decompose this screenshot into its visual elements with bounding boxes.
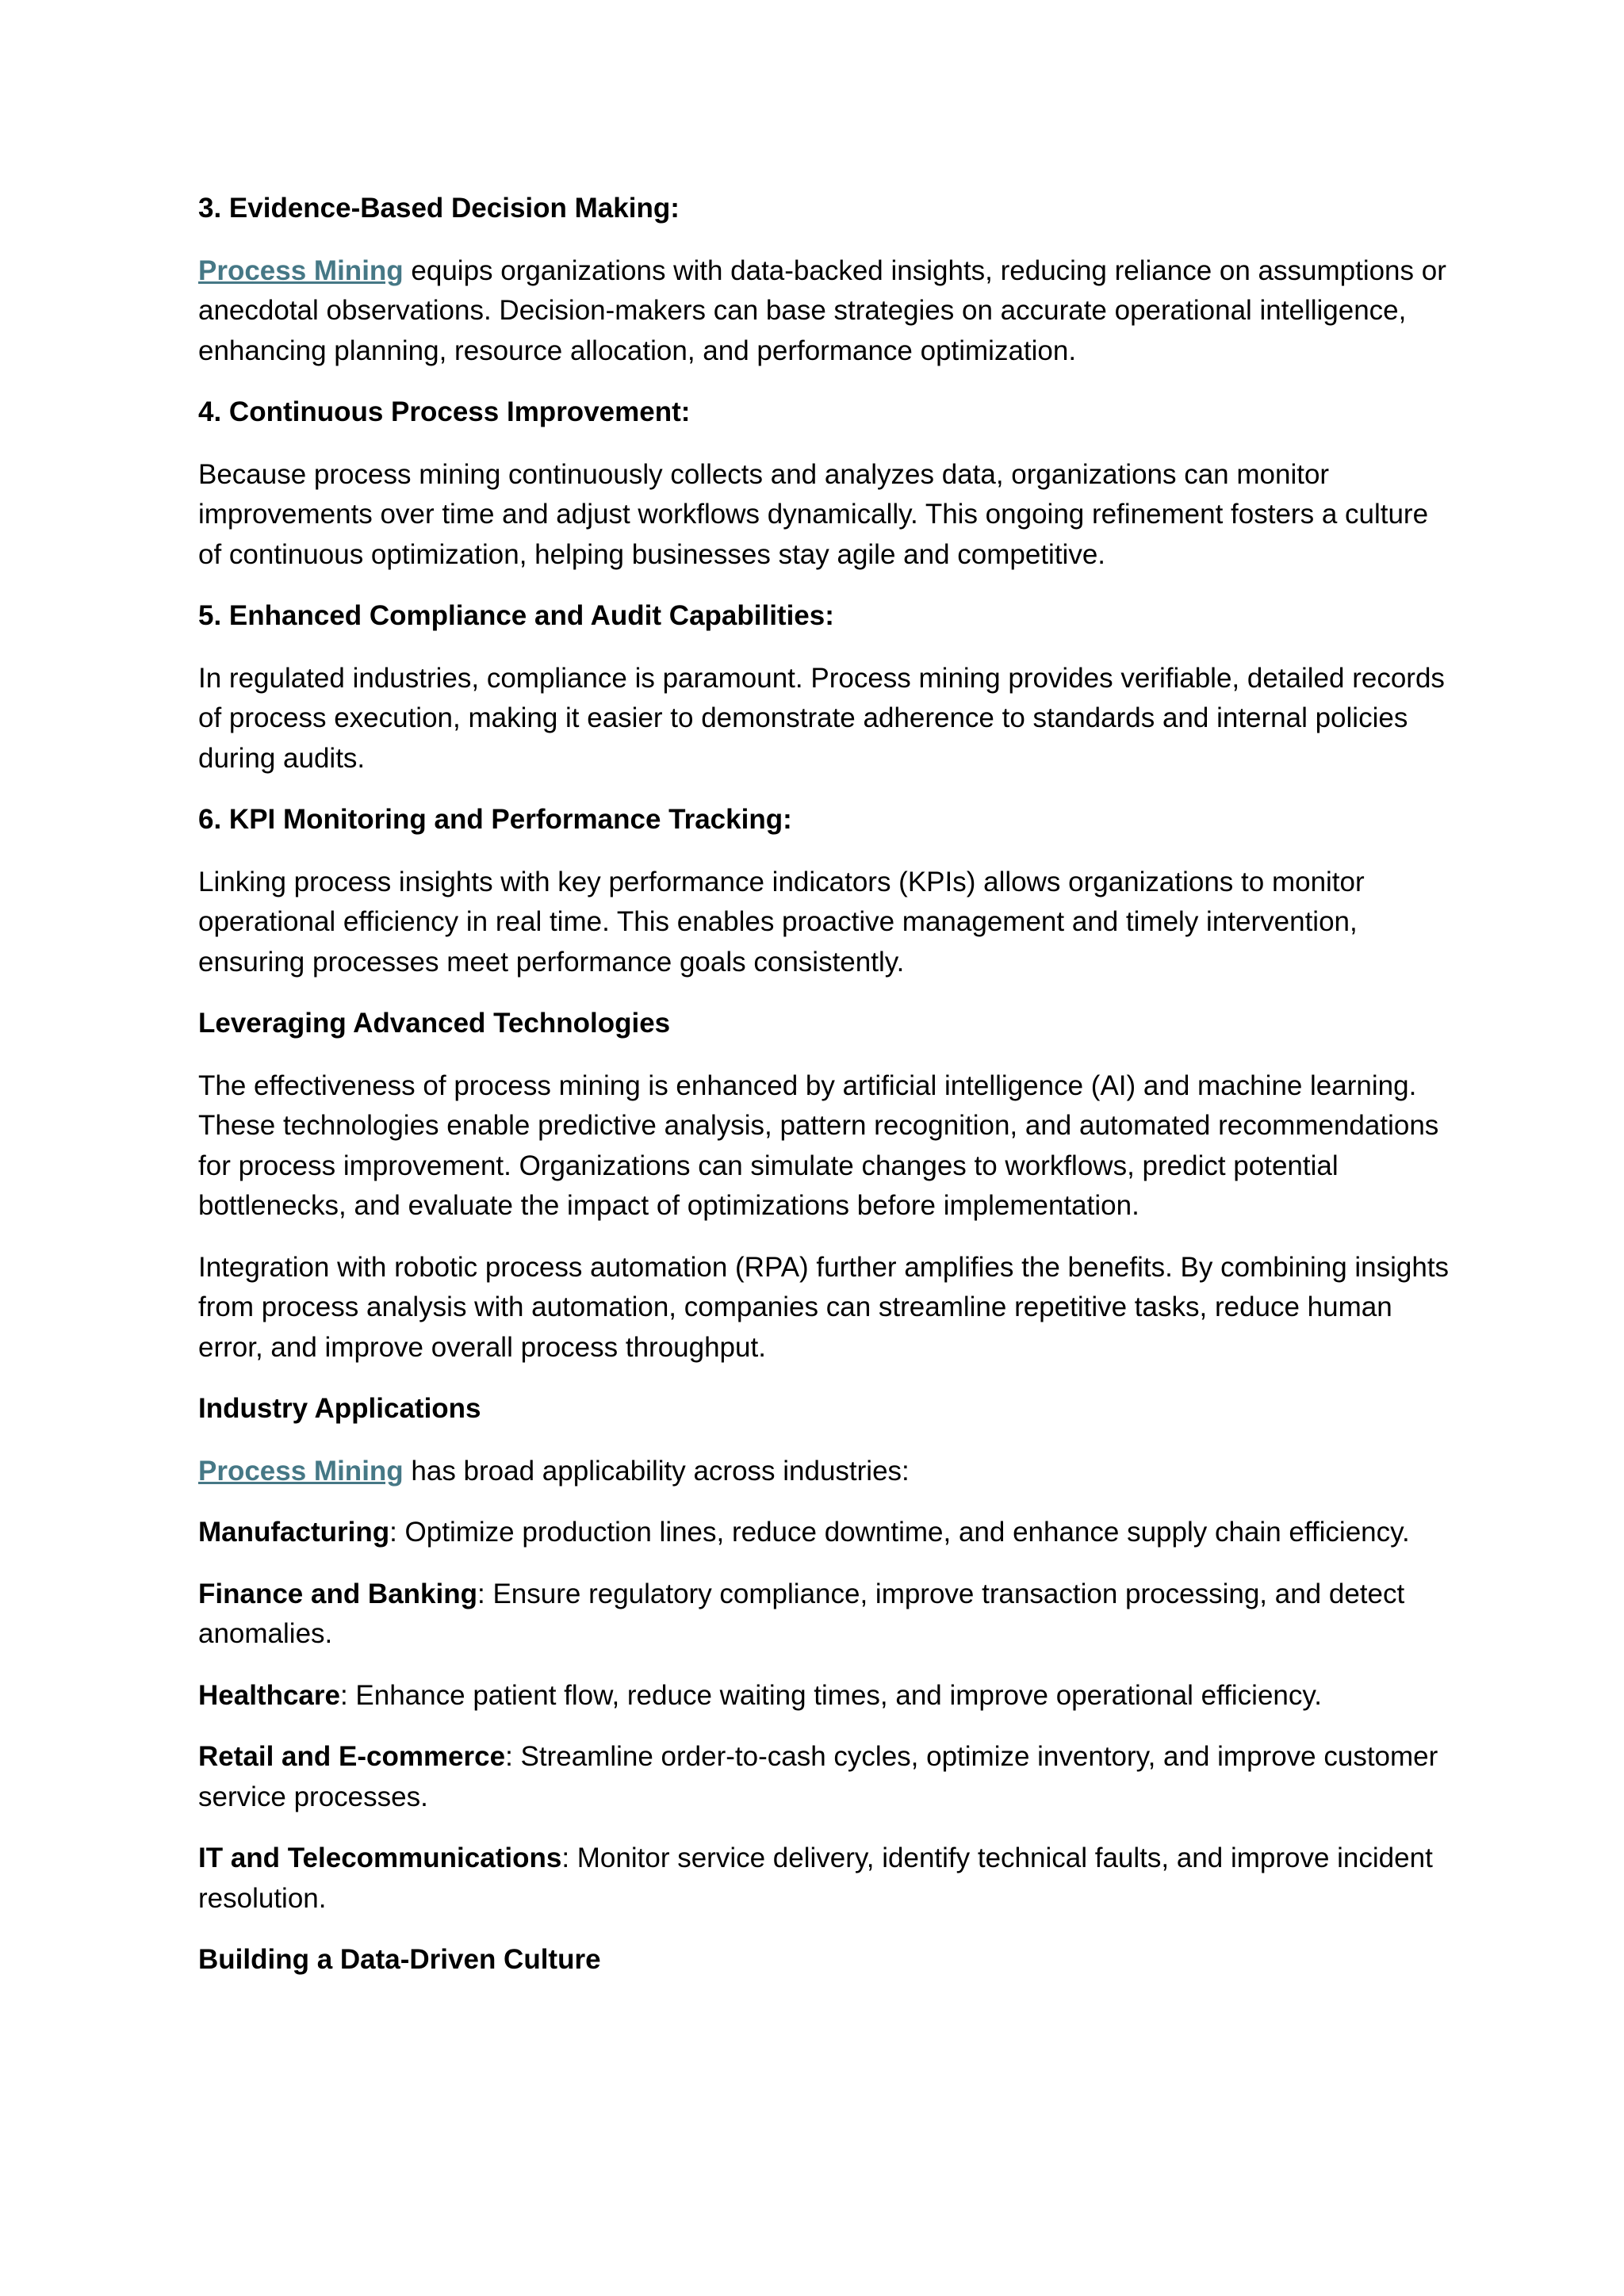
industry-term: Healthcare bbox=[198, 1679, 340, 1711]
process-mining-link[interactable]: Process Mining bbox=[198, 1455, 404, 1487]
paragraph-evidence bbox=[198, 251, 1451, 372]
industry-item-finance bbox=[198, 1575, 1451, 1655]
section-heading-evidence: 3. Evidence-Based Decision Making: bbox=[198, 193, 680, 224]
section-heading-technologies: Leveraging Advanced Technologies bbox=[198, 1008, 671, 1039]
industry-term: Finance and Banking bbox=[198, 1578, 477, 1609]
industry-description: : Monitor service delivery, identify technical faults, and improve incident resolution. bbox=[198, 1843, 1433, 1914]
industry-term: IT and Telecommunications bbox=[198, 1843, 562, 1873]
paragraph-text: equips organizations with data-backed insights, reducing reliance on assumptions or anecdotal observations. Decision-makers can base strategies on accurate operational intelligence, enhancing planning, resource allocation, and performance optimization. bbox=[198, 254, 1446, 366]
industry-item-healthcare bbox=[198, 1676, 1451, 1716]
industry-term: Retail and E-commerce bbox=[198, 1741, 506, 1772]
section-heading-culture: Building a Data-Driven Culture bbox=[198, 1944, 601, 1975]
paragraph-industry-intro bbox=[198, 1452, 1451, 1492]
document-page bbox=[198, 189, 1451, 1980]
industry-term: Manufacturing bbox=[198, 1517, 390, 1548]
industry-item-retail bbox=[198, 1737, 1451, 1817]
section-heading-kpi: 6. KPI Monitoring and Performance Tracking: bbox=[198, 804, 792, 835]
paragraph-continuous: Because process mining continuously collects and analyzes data, organizations can monitor improvements over time and adjust workflows dynamically. This ongoing refinement fosters a culture of continuous optimization, helping businesses stay agile and competitive. bbox=[198, 458, 1429, 570]
paragraph-technologies-1: The effectiveness of process mining is enhanced by artificial intelligence (AI) and machine learning. These technologies enable predictive analysis, pattern recognition, and automated recommendations for process improvement. Organizations can simulate changes to workflows, predict potential bottlenecks, and evaluate the impact of optimizations before implementation. bbox=[198, 1070, 1439, 1221]
process-mining-link[interactable]: Process Mining bbox=[198, 254, 404, 286]
paragraph-kpi: Linking process insights with key performance indicators (KPIs) allows organizations to monitor operational efficiency in real time. This enables proactive management and timely intervention, ensuring processes meet performance goals consistently. bbox=[198, 866, 1365, 978]
industry-description: : Optimize production lines, reduce downtime, and enhance supply chain efficiency. bbox=[389, 1517, 1410, 1548]
paragraph-compliance: In regulated industries, compliance is paramount. Process mining provides verifiable, detailed records of process execution, making it easier to demonstrate adherence to standards and internal policies during audits. bbox=[198, 662, 1445, 774]
industry-description: : Enhance patient flow, reduce waiting times, and improve operational efficiency. bbox=[339, 1679, 1323, 1711]
industry-description: : Streamline order-to-cash cycles, optimize inventory, and improve customer service processes. bbox=[198, 1741, 1438, 1812]
industry-item-manufacturing bbox=[198, 1513, 1451, 1553]
section-heading-compliance: 5. Enhanced Compliance and Audit Capabilities: bbox=[198, 600, 834, 631]
paragraph-text: has broad applicability across industries: bbox=[403, 1455, 910, 1487]
paragraph-technologies-2: Integration with robotic process automation (RPA) further amplifies the benefits. By combining insights from process analysis with automation, companies can streamline repetitive tasks, reduce human error, and improve overall process throughput. bbox=[198, 1251, 1450, 1363]
section-heading-industry: Industry Applications bbox=[198, 1393, 481, 1424]
industry-item-it bbox=[198, 1839, 1451, 1919]
section-heading-continuous: 4. Continuous Process Improvement: bbox=[198, 396, 691, 427]
industry-description: : Ensure regulatory compliance, improve transaction processing, and detect anomalies. bbox=[198, 1578, 1405, 1649]
